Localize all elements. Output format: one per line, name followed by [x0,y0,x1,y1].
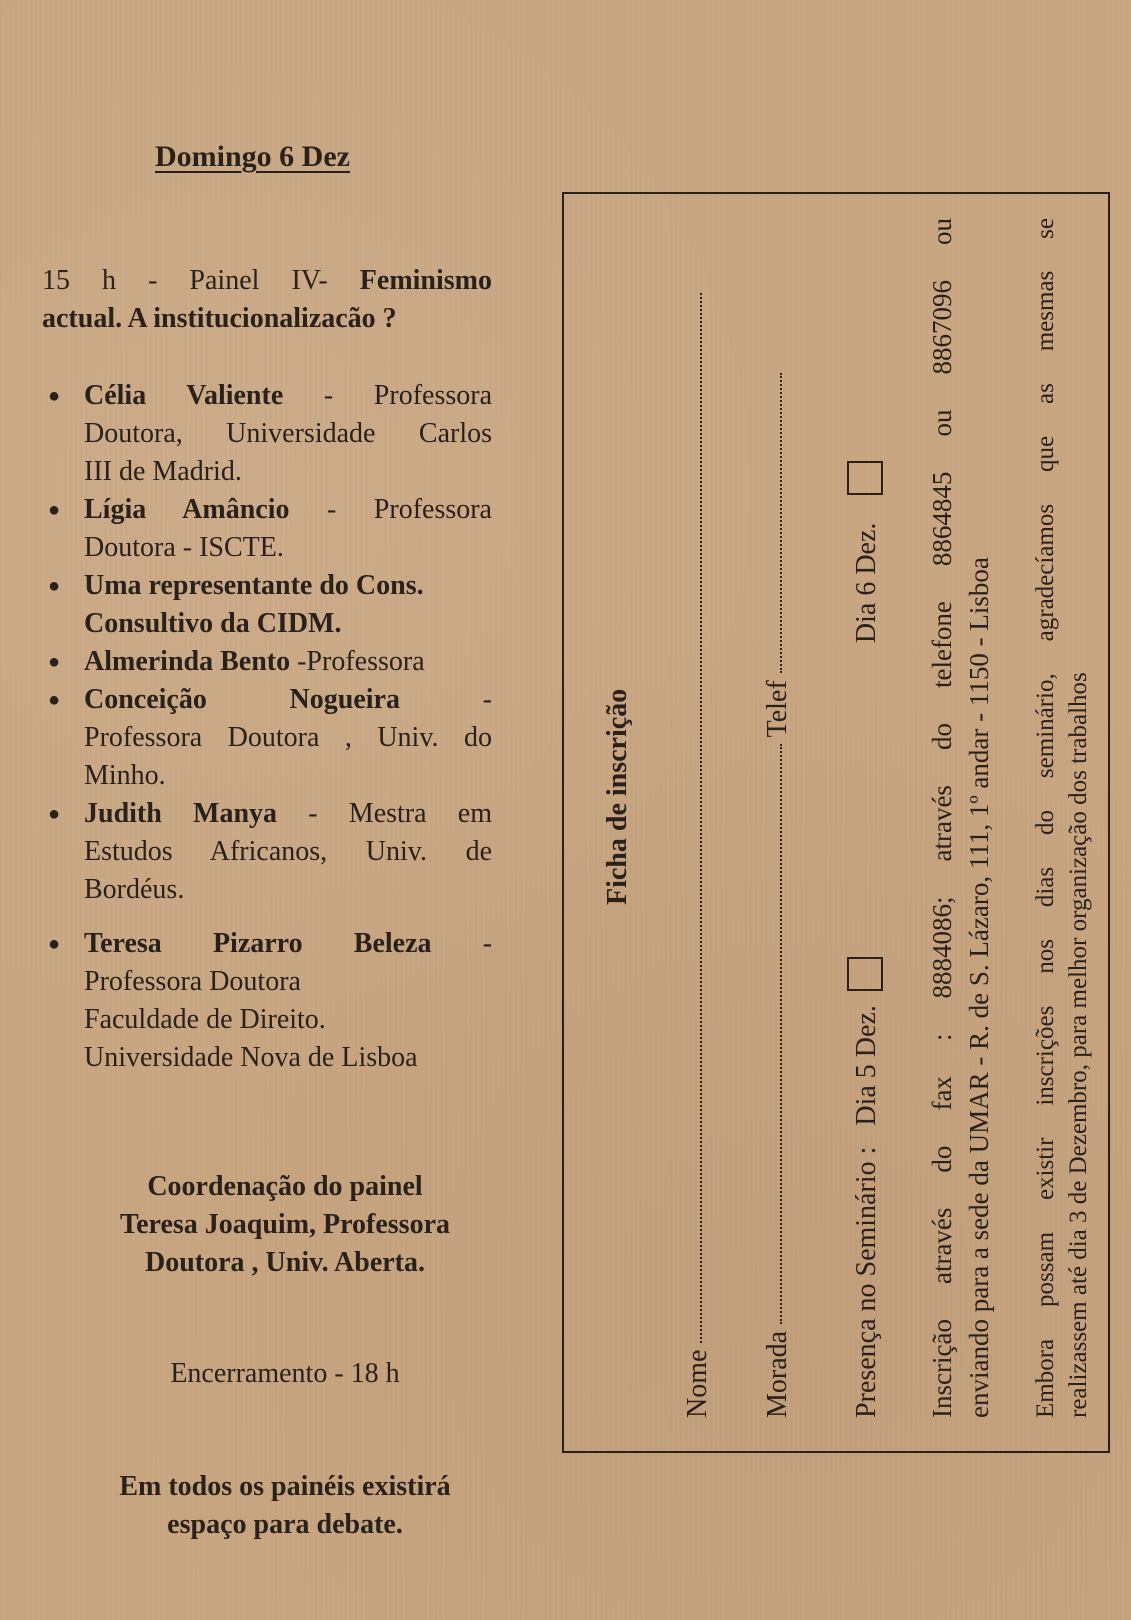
bullet-icon: ● [47,803,61,825]
registration-note-line: realizassem até dia 3 de Dezembro, para melhor organização dos trabalhos [1065,672,1092,1418]
coordination-name: Teresa Joaquim, Professora [119,1209,451,1240]
speaker-role: - [482,928,493,959]
speaker-role-line: Doutora, Universidade Carlos [84,418,492,449]
address-field[interactable] [779,744,782,1324]
bullet-icon: ● [47,651,61,673]
phone-field[interactable] [779,373,782,673]
bullet-icon: ● [47,689,61,711]
day6-label: Dia 6 Dez. [851,522,882,644]
address-field-row [762,373,794,1418]
panel-coordination [60,1168,510,1282]
speaker-role: -Professora [297,646,425,677]
speaker-role-line: III de Madrid. [84,456,242,487]
bullet-icon: ● [47,575,61,597]
coordination-affiliation: Doutora , Univ. Aberta. [145,1247,425,1278]
speaker-name: Uma representante do Cons. [84,570,424,601]
closing-time: Encerramento - 18 h [170,1358,400,1389]
attendance-row [847,461,883,1418]
registration-note: Embora possam existir inscrições nos dias do seminário, agradecíamos que as mesmas se [1032,218,1059,1418]
speaker-name: Célia Valiente [84,380,284,411]
speaker-role: - [482,684,492,715]
day6-checkbox[interactable] [847,461,883,495]
panel-title [42,262,492,338]
speaker-item [42,795,492,909]
attendance-label: Presença no Seminário : [851,1146,882,1418]
speaker-role-line: Minho. [84,760,166,791]
coordination-heading: Coordenação do painel [147,1171,423,1202]
name-label: Nome [682,1349,713,1418]
speaker-item [42,567,492,643]
address-label: Morada [762,1330,793,1418]
speaker-list [42,377,492,1077]
panel-time-label: 15 h - Painel IV- [42,265,328,296]
debate-line: Em todos os painéis existirá [119,1471,451,1502]
speaker-name: Judith Manya [84,798,278,829]
panel-title-part1: Feminismo [359,265,493,296]
bullet-icon: ● [47,499,61,521]
speaker-name: Lígia Amâncio [84,494,290,525]
bullet-icon: ● [47,385,61,407]
speaker-role: - Professora [323,380,492,411]
speaker-role-line: Universidade Nova de Lisboa [84,1042,418,1073]
fax-instructions: Inscrição através do fax : 8884086; através do telefone 8864845 ou 8867096 ou [927,218,957,1418]
speaker-role-line: Professora Doutora , Univ. do [84,722,492,753]
speaker-item [42,377,492,491]
name-field[interactable] [699,293,702,1343]
speaker-role-line: Estudos Africanos, Univ. de [84,836,492,867]
speaker-role-line: Bordéus. [84,874,185,905]
panel-title-part2: actual. A institucionalizacão ? [42,303,397,334]
debate-note [60,1468,510,1544]
speaker-role-line: Professora Doutora [84,966,301,997]
phone-label: Telef [762,680,793,738]
speaker-item [42,643,492,681]
day-heading: Domingo 6 Dez [155,140,350,173]
speaker-name: Almerinda Bento [84,646,291,677]
day5-checkbox[interactable] [847,957,883,991]
speaker-item [42,681,492,795]
day5-label: Dia 5 Dez. [851,1005,882,1126]
speaker-role-line: Doutora - ISCTE. [84,532,284,563]
registration-form [562,192,1110,1453]
form-title: Ficha de inscrição [602,688,633,905]
bullet-icon: ● [47,933,61,955]
speaker-item [42,491,492,567]
speaker-role: - Professora [326,494,492,525]
speaker-name-line: Consultivo da CIDM. [84,608,342,639]
name-field-row [682,293,714,1418]
speaker-item [42,925,492,1077]
speaker-name: Conceição Nogueira [84,684,400,715]
speaker-name: Teresa Pizarro Beleza [84,928,432,959]
speaker-role-line: Faculdade de Direito. [84,1004,326,1035]
debate-line: espaço para debate. [167,1509,403,1540]
postal-instructions: enviando para a sede da UMAR - R. de S. Lázaro, 111, 1º andar - 1150 - Lisboa [964,557,994,1418]
speaker-role: - Mestra em [308,798,492,829]
